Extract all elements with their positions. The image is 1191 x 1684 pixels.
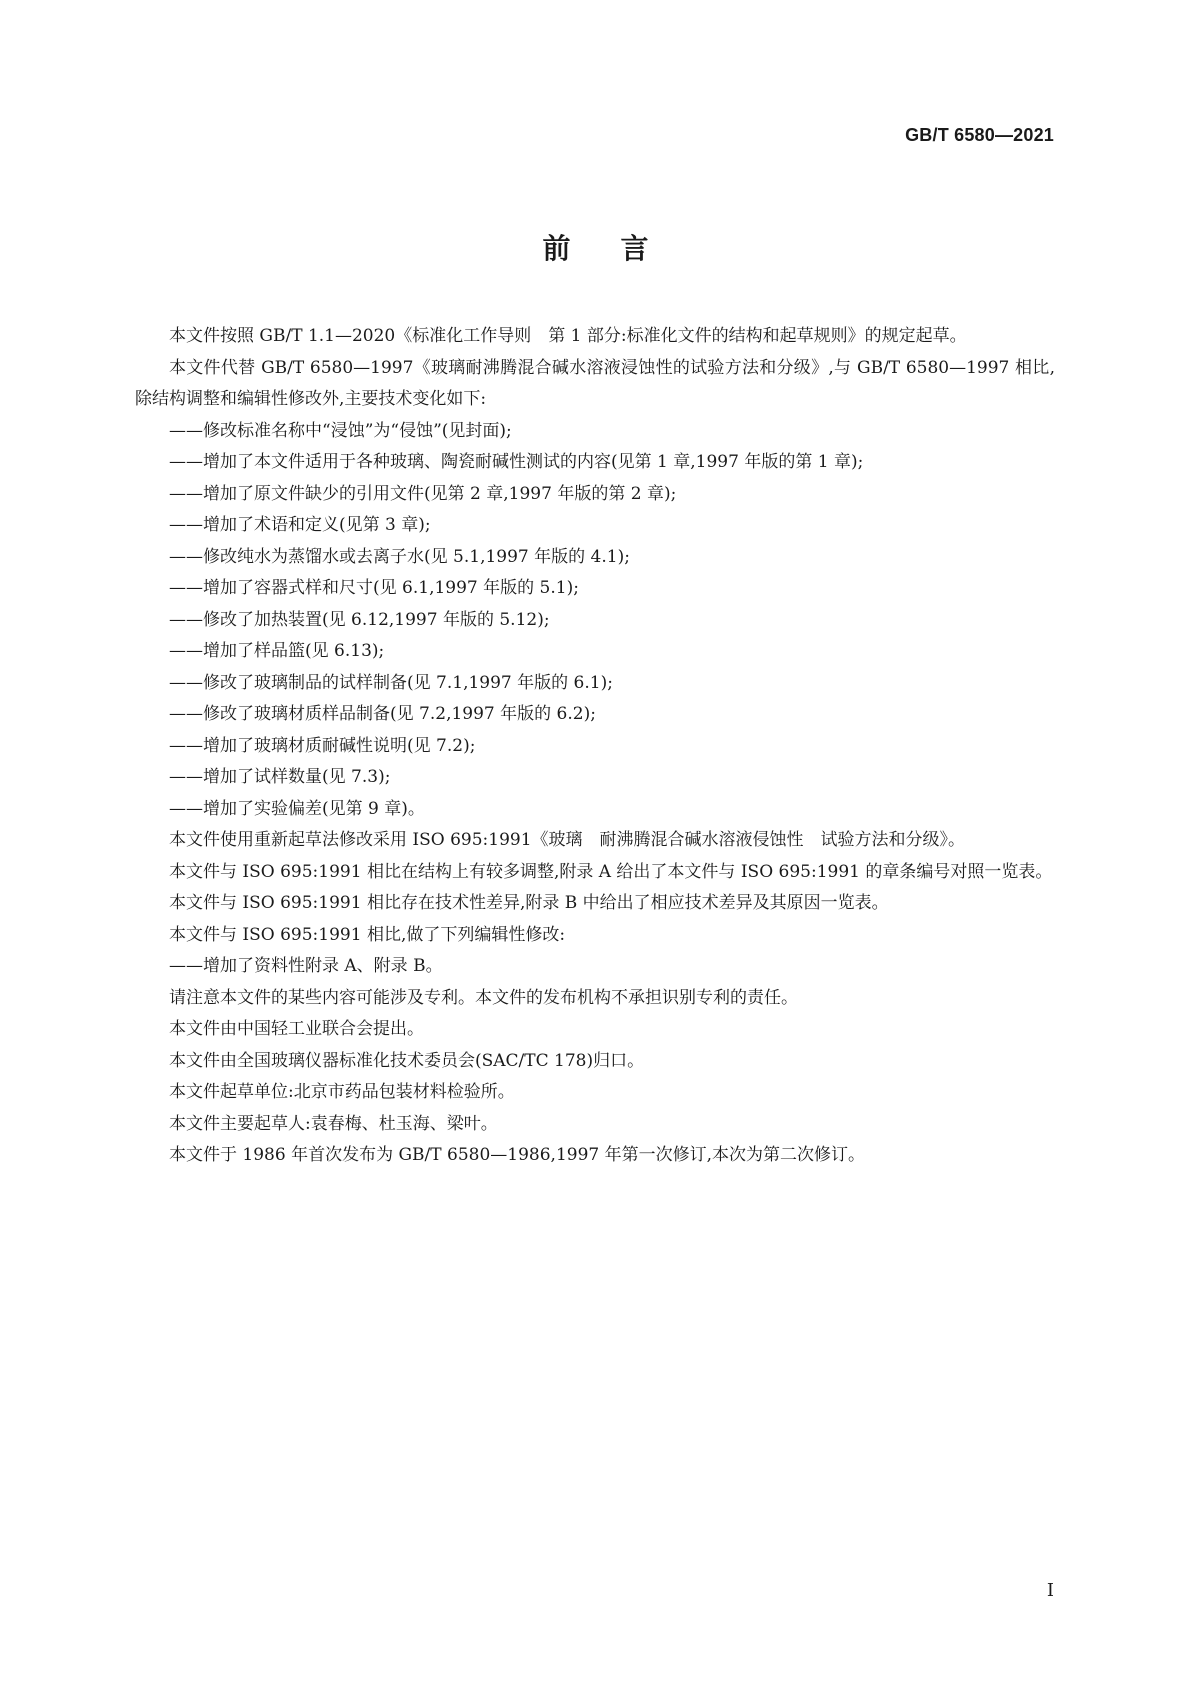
list-item: ——增加了实验偏差(见第 9 章)。: [169, 798, 425, 819]
list-item: ——增加了原文件缺少的引用文件(见第 2 章,1997 年版的第 2 章);: [169, 483, 677, 504]
editorial-changes-list: [135, 951, 1055, 983]
page-number: I: [1046, 1580, 1054, 1601]
paragraph: 本文件主要起草人:袁春梅、杜玉海、梁叶。: [169, 1113, 498, 1134]
technical-changes-list: [135, 416, 1055, 826]
paragraph: 本文件代替 GB/T 6580—1997《玻璃耐沸腾混合碱水溶液浸蚀性的试验方法和分级》,与 GB/T 6580—1997 相比,除结构调整和编辑性修改外,主要技术变化如下:: [135, 357, 1055, 409]
paragraph: 本文件与 ISO 695:1991 相比在结构上有较多调整,附录 A 给出了本文件与 ISO 695:1991 的章条编号对照一览表。: [169, 861, 1053, 882]
list-item: ——增加了资料性附录 A、附录 B。: [169, 956, 443, 976]
paragraph: 本文件由全国玻璃仪器标准化技术委员会(SAC/TC 178)归口。: [169, 1050, 645, 1071]
list-item: ——增加了玻璃材质耐碱性说明(见 7.2);: [169, 735, 476, 756]
page-title: 前言: [542, 232, 699, 265]
list-item: ——修改了加热装置(见 6.12,1997 年版的 5.12);: [169, 609, 550, 630]
document-code: GB/T 6580—2021: [905, 125, 1054, 145]
list-item: ——增加了样品篮(见 6.13);: [169, 641, 385, 661]
paragraph: 本文件使用重新起草法修改采用 ISO 695:1991《玻璃 耐沸腾混合碱水溶液侵蚀性 试验方法和分级》。: [169, 830, 966, 850]
preface-body: [135, 321, 1055, 1172]
paragraph: 本文件于 1986 年首次发布为 GB/T 6580—1986,1997 年第一次修订,本次为第二次修订。: [169, 1145, 866, 1165]
list-item: ——增加了容器式样和尺寸(见 6.1,1997 年版的 5.1);: [169, 578, 579, 598]
paragraph: 本文件与 ISO 695:1991 相比,做了下列编辑性修改:: [169, 924, 566, 945]
paragraph: 本文件按照 GB/T 1.1—2020《标准化工作导则 第 1 部分:标准化文件的结构和起草规则》的规定起草。: [169, 326, 967, 346]
paragraph: 本文件由中国轻工业联合会提出。: [169, 1019, 424, 1039]
list-item: ——修改了玻璃材质样品制备(见 7.2,1997 年版的 6.2);: [169, 704, 596, 724]
paragraph: 本文件起草单位:北京市药品包装材料检验所。: [169, 1082, 515, 1102]
paragraph: 请注意本文件的某些内容可能涉及专利。本文件的发布机构不承担识别专利的责任。: [169, 987, 798, 1008]
list-item: ——修改纯水为蒸馏水或去离子水(见 5.1,1997 年版的 4.1);: [169, 546, 630, 567]
list-item: ——增加了术语和定义(见第 3 章);: [169, 515, 431, 535]
list-item: ——增加了本文件适用于各种玻璃、陶瓷耐碱性测试的内容(见第 1 章,1997 年版的第 1 章);: [169, 452, 864, 472]
paragraph: 本文件与 ISO 695:1991 相比存在技术性差异,附录 B 中给出了相应技术差异及其原因一览表。: [169, 893, 889, 913]
list-item: ——修改标准名称中“浸蚀”为“侵蚀”(见封面);: [169, 420, 512, 441]
list-item: ——修改了玻璃制品的试样制备(见 7.1,1997 年版的 6.1);: [169, 672, 613, 693]
list-item: ——增加了试样数量(见 7.3);: [169, 767, 391, 787]
